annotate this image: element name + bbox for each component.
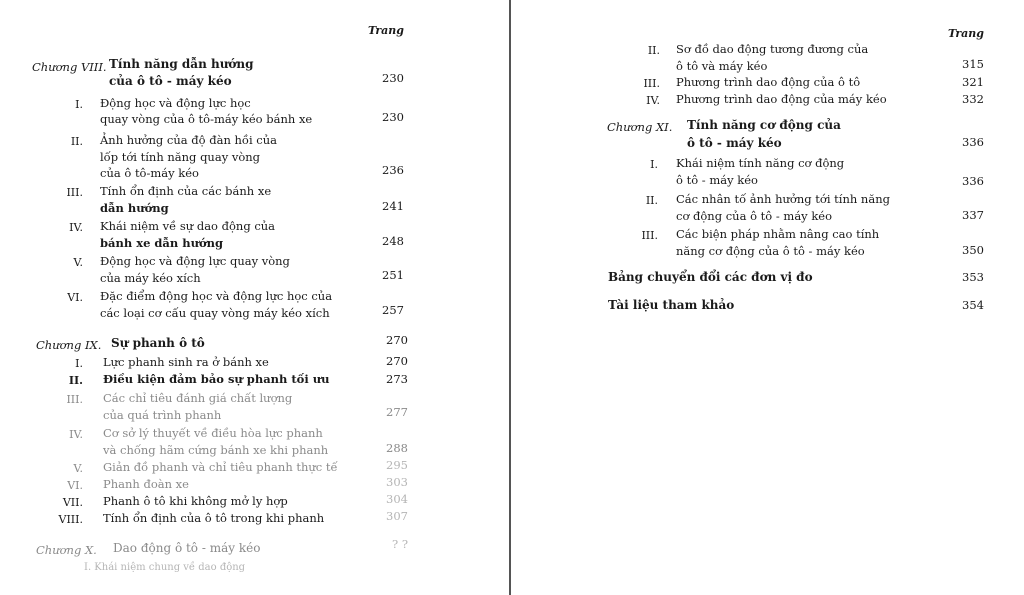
page-number: 336: [962, 135, 984, 149]
page-number: 307: [386, 509, 408, 523]
page-number: 295: [386, 458, 408, 472]
item-number: III.: [66, 186, 83, 199]
toc-entry: I. Khái niệm chung về dao động: [84, 562, 246, 573]
page-number: 288: [386, 441, 408, 455]
right-page: [512, 0, 1024, 595]
item-number: II.: [645, 194, 658, 207]
toc-entry: Khái niệm về sự dao động của: [100, 219, 276, 233]
toc-entry: Phanh ô tô khi không mở ly hợp: [103, 494, 288, 508]
toc-entry: Sơ đồ dao động tương đương của: [676, 42, 869, 56]
chapter-title: Tính năng cơ động của: [687, 118, 841, 132]
chapter-title: Sự phanh ô tô: [111, 336, 205, 350]
item-number: I.: [75, 98, 83, 111]
page-number: 230: [382, 110, 404, 124]
toc-entry: Ảnh hưởng của độ đàn hồi của: [100, 133, 277, 147]
item-number: I.: [650, 158, 658, 171]
chapter-title: của ô tô - máy kéo: [109, 74, 232, 88]
chapter-label: Chương X.: [36, 543, 97, 557]
toc-entry: và chống hãm cứng bánh xe khi phanh: [103, 443, 329, 457]
item-number: V.: [73, 462, 83, 475]
page-number: 248: [382, 234, 404, 248]
item-number: IV.: [646, 94, 660, 107]
page-number: 236: [382, 163, 404, 177]
appendix-title: Bảng chuyển đổi các đơn vị đo: [608, 270, 813, 284]
toc-entry: Phương trình dao động của máy kéo: [676, 92, 887, 106]
chapter-title: Dao động ô tô - máy kéo: [113, 541, 261, 555]
toc-entry: quay vòng của ô tô-máy kéo bánh xe: [100, 112, 313, 126]
item-number: IV.: [69, 428, 83, 441]
toc-entry: Lực phanh sinh ra ở bánh xe: [103, 355, 269, 369]
toc-entry: năng cơ động của ô tô - máy kéo: [676, 244, 865, 258]
toc-entry: Các nhân tố ảnh hưởng tới tính năng: [676, 192, 890, 206]
page-number: 350: [962, 243, 984, 257]
page-number: 257: [382, 303, 404, 317]
chapter-title: ô tô - máy kéo: [687, 136, 782, 150]
toc-entry: bánh xe dẫn hướng: [100, 236, 224, 250]
page-column-header: Trang: [368, 24, 404, 37]
item-number: VI.: [67, 479, 83, 492]
toc-entry: ô tô - máy kéo: [676, 173, 758, 187]
page-column-header: Trang: [948, 27, 984, 40]
page-number: 353: [962, 270, 984, 284]
toc-entry: Cơ sở lý thuyết về điều hòa lực phanh: [103, 426, 323, 440]
chapter-title: Tính năng dẫn hướng: [109, 57, 254, 71]
toc-entry: lốp tới tính năng quay vòng: [100, 150, 261, 164]
item-number: III.: [643, 77, 660, 90]
toc-entry: của ô tô-máy kéo: [100, 166, 199, 180]
toc-entry: Tính ổn định của các bánh xe: [100, 184, 272, 198]
left-page: [0, 0, 508, 595]
chapter-label: Chương VIII.: [32, 60, 107, 74]
chapter-label: Chương IX.: [36, 338, 102, 352]
item-number: II.: [647, 44, 660, 57]
toc-entry: Điều kiện đảm bảo sự phanh tối ưu: [103, 372, 330, 386]
page-number: 332: [962, 92, 984, 106]
item-number: II.: [70, 135, 83, 148]
item-number: IV.: [69, 221, 83, 234]
item-number: V.: [73, 256, 83, 269]
toc-entry: Động học và động lực học: [100, 96, 251, 110]
page-number: 273: [386, 372, 408, 386]
toc-entry: Phanh đoàn xe: [103, 477, 189, 491]
page-number: 270: [386, 354, 408, 368]
page-number: 315: [962, 57, 984, 71]
item-number: VIII.: [58, 513, 83, 526]
item-number: II.: [68, 374, 83, 387]
toc-entry: các loại cơ cấu quay vòng máy kéo xích: [100, 306, 330, 320]
page-number: 230: [382, 71, 404, 85]
page-number: 321: [962, 75, 984, 89]
item-number: III.: [66, 393, 83, 406]
page-number: ? ?: [392, 537, 408, 551]
toc-entry: Các biện pháp nhằm nâng cao tính: [676, 227, 880, 241]
toc-entry: ô tô và máy kéo: [676, 59, 768, 73]
toc-entry: Phương trình dao động của ô tô: [676, 75, 861, 89]
page-gutter: [509, 0, 511, 595]
page-number: 304: [386, 492, 408, 506]
item-number: VII.: [62, 496, 83, 509]
toc-entry: của máy kéo xích: [100, 271, 201, 285]
page-number: 277: [386, 405, 408, 419]
toc-entry: dẫn hướng: [100, 201, 169, 215]
toc-entry: Khái niệm tính năng cơ động: [676, 156, 845, 170]
item-number: VI.: [67, 291, 83, 304]
item-number: III.: [641, 229, 658, 242]
toc-entry: Động học và động lực quay vòng: [100, 254, 290, 268]
toc-entry: Tính ổn định của ô tô trong khi phanh: [103, 511, 325, 525]
page-number: 354: [962, 298, 984, 312]
page-number: 270: [386, 333, 408, 347]
toc-entry: Đặc điểm động học và động lực học của: [100, 289, 333, 303]
page-number: 336: [962, 174, 984, 188]
page-number: 251: [382, 268, 404, 282]
toc-entry: cơ động của ô tô - máy kéo: [676, 209, 833, 223]
toc-entry: của quá trình phanh: [103, 408, 222, 422]
toc-entry: Giản đồ phanh và chỉ tiêu phanh thực tế: [103, 460, 338, 474]
item-number: I.: [75, 357, 83, 370]
page-number: 337: [962, 208, 984, 222]
chapter-label: Chương XI.: [607, 120, 673, 134]
toc-entry: Các chỉ tiêu đánh giá chất lượng: [103, 391, 293, 405]
appendix-title: Tài liệu tham khảo: [608, 298, 735, 312]
page-number: 241: [382, 199, 404, 213]
page-number: 303: [386, 475, 408, 489]
